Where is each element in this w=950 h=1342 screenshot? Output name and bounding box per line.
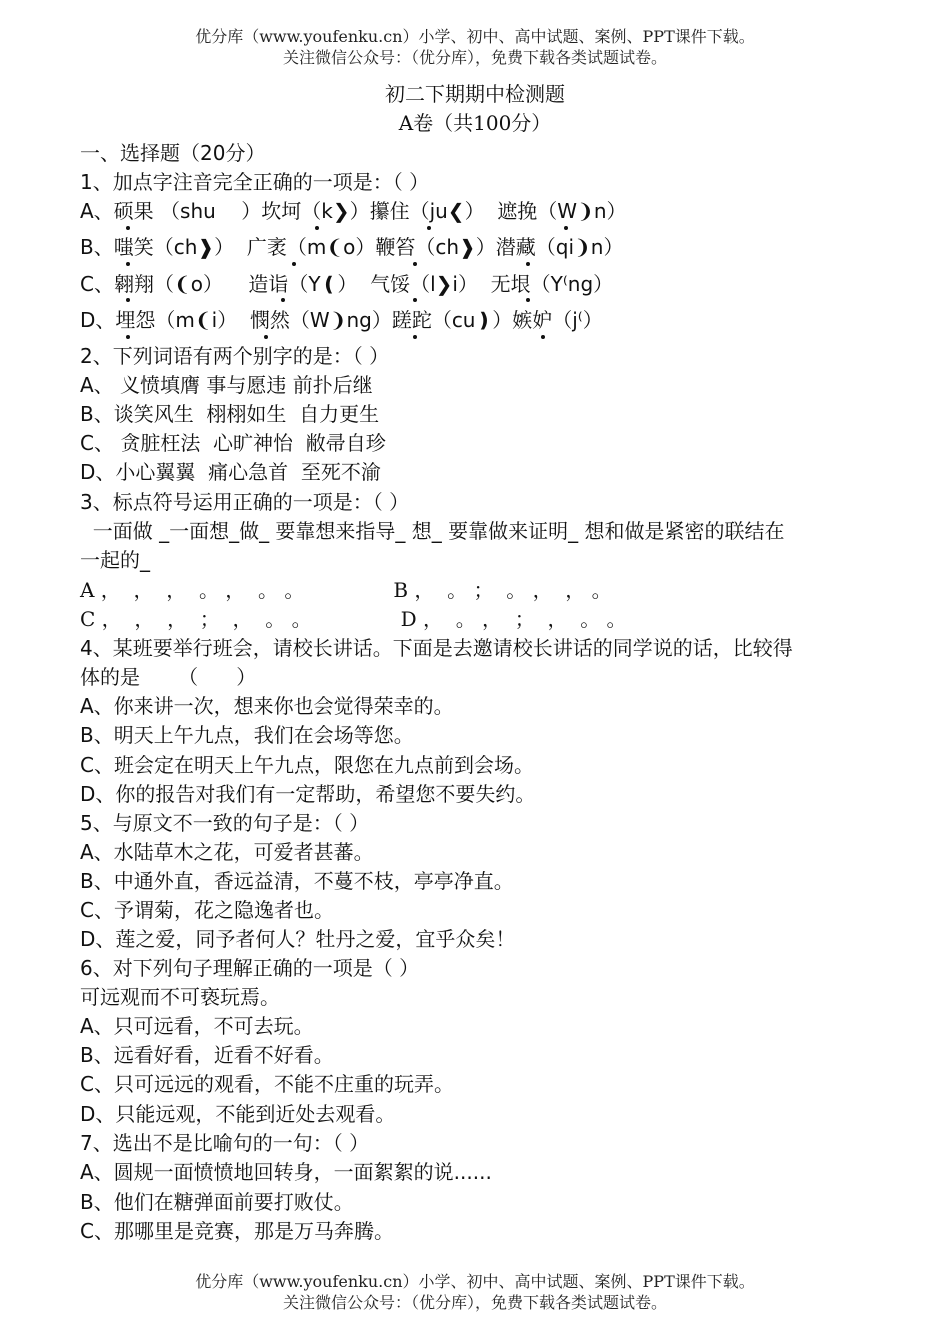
q4-option-b: B、明天上午九点，我们在会场等您。 [80, 723, 414, 747]
q7-stem: 7、选出不是比喻句的一句：（ ） [80, 1131, 370, 1155]
emphasis-dot [526, 298, 530, 302]
emphasis-dot [315, 226, 319, 230]
q5-option-d: D、莲之爱，同予者何人？牡丹之爱，宜乎众矣！ [80, 927, 516, 951]
q7-option-b: B、他们在糖弹面前要打败仗。 [80, 1190, 354, 1214]
q1-option-c: C、翱翔（❨o） 造诣（Y❪） 气馁（l❯i） 无垠（Y⁽ng） [80, 272, 614, 296]
q2-option-d: D、小心翼翼 痛心急首 至死不渝 [80, 460, 381, 484]
emphasis-dot [281, 298, 285, 302]
q6-option-d: D、只能远观，不能到近处去观看。 [80, 1102, 396, 1126]
q4-option-d: D、你的报告对我们有一定帮助，希望您不要失约。 [80, 782, 536, 806]
q3-options-cd: C ， ， ， ； ， 。 。 D ， 。 ， ； ， 。 。 [80, 607, 627, 631]
emphasis-dot [126, 262, 130, 266]
emphasis-dot [126, 298, 130, 302]
emphasis-dot [264, 335, 268, 339]
q1-stem: 1、加点字注音完全正确的一项是：（ ） [80, 170, 430, 194]
q6-option-b: B、远看好看，近看不好看。 [80, 1043, 334, 1067]
q3-options-ab: A ， ， ， 。 ， 。 。 B ， 。 ； 。 ， ， 。 [80, 578, 612, 602]
footer-line-1: 优分库（www.youfenku.cn）小学、初中、高中试题、案例、PPT课件下载。 [195, 1272, 755, 1291]
q2-stem: 2、下列词语有两个别字的是：（ ） [80, 344, 390, 368]
page-footer [0, 1271, 950, 1313]
exam-title: 初二下期期中检测题 [385, 82, 565, 106]
q4-option-a: A、你来讲一次，想来你也会觉得荣幸的。 [80, 694, 454, 718]
q3-stem: 3、标点符号运用正确的一项是：（ ） [80, 490, 410, 514]
q2-option-b: B、谈笑风生 栩栩如生 自力更生 [80, 402, 380, 426]
q5-option-b: B、中通外直，香远益清，不蔓不枝，亭亭净直。 [80, 869, 514, 893]
emphasis-dot [126, 226, 130, 230]
emphasis-dot [427, 226, 431, 230]
q7-option-c: C、那哪里是竞赛，那是万马奔腾。 [80, 1219, 394, 1243]
emphasis-dot [541, 335, 545, 339]
q2-option-a: A、 义愤填膺 事与愿违 前扑后继 [80, 373, 373, 397]
q3-passage-line-2: 一起的_ [80, 548, 150, 572]
q2-option-c: C、 贪脏枉法 心旷神怡 敝帚自珍 [80, 431, 386, 455]
emphasis-dot [564, 226, 568, 230]
q3-passage-line-1: 一面做 _一面想_做_ 要靠想来指导_ 想_ 要靠做来证明_ 想和做是紧密的联结在 [80, 519, 785, 543]
q1-option-a: A、硕果 （shu ）坎坷（k❯）攥住（ju❮） 遮挽（W❩n） [80, 199, 627, 223]
q4-option-c: C、班会定在明天上午九点，限您在九点前到会场。 [80, 753, 534, 777]
emphasis-dot [413, 298, 417, 302]
q4-stem-line-2: 体的是 （ ） [80, 665, 257, 689]
emphasis-dot [126, 335, 130, 339]
q5-option-a: A、水陆草木之花，可爱者甚蕃。 [80, 840, 374, 864]
emphasis-dot [526, 262, 530, 266]
q4-stem-line-1: 4、某班要举行班会，请校长讲话。下面是去邀请校长讲话的同学说的话，比较得 [80, 636, 793, 660]
emphasis-dot [413, 335, 417, 339]
footer-line-2: 关注微信公众号：（优分库），免费下载各类试题试卷。 [282, 1293, 667, 1312]
q1-option-d: D、埋怨（m❨i） 憫然（W❩ng）蹉跎（cu❫）嫉妒（j⁽） [80, 308, 603, 332]
q7-option-a: A、圆规一面愤愤地回转身，一面絮絮的说...... [80, 1160, 492, 1184]
q5-stem: 5、与原文不一致的句子是：（ ） [80, 811, 370, 835]
q6-stem: 6、对下列句子理解正确的一项是（ ） [80, 956, 420, 980]
q1-option-b: B、嗤笑（ch❱） 广袤（m❨o）鞭笞（ch❱）潜藏（qi❩n） [80, 235, 624, 259]
header-line-1: 优分库（www.youfenku.cn）小学、初中、高中试题、案例、PPT课件下载。 [195, 27, 755, 46]
q6-option-c: C、只可远远的观看，不能不庄重的玩弄。 [80, 1072, 454, 1096]
page-header [0, 26, 950, 68]
section-heading: 一、选择题（20分） [80, 141, 266, 165]
emphasis-dot [413, 262, 417, 266]
q6-option-a: A、只可远看，不可去玩。 [80, 1014, 314, 1038]
q5-option-c: C、予谓菊，花之隐逸者也。 [80, 898, 334, 922]
header-line-2: 关注微信公众号：（优分库），免费下载各类试题试卷。 [282, 48, 667, 67]
exam-subtitle: A卷（共100分） [398, 111, 552, 135]
q6-quote: 可远观而不可亵玩焉。 [80, 985, 280, 1009]
emphasis-dot [292, 262, 296, 266]
